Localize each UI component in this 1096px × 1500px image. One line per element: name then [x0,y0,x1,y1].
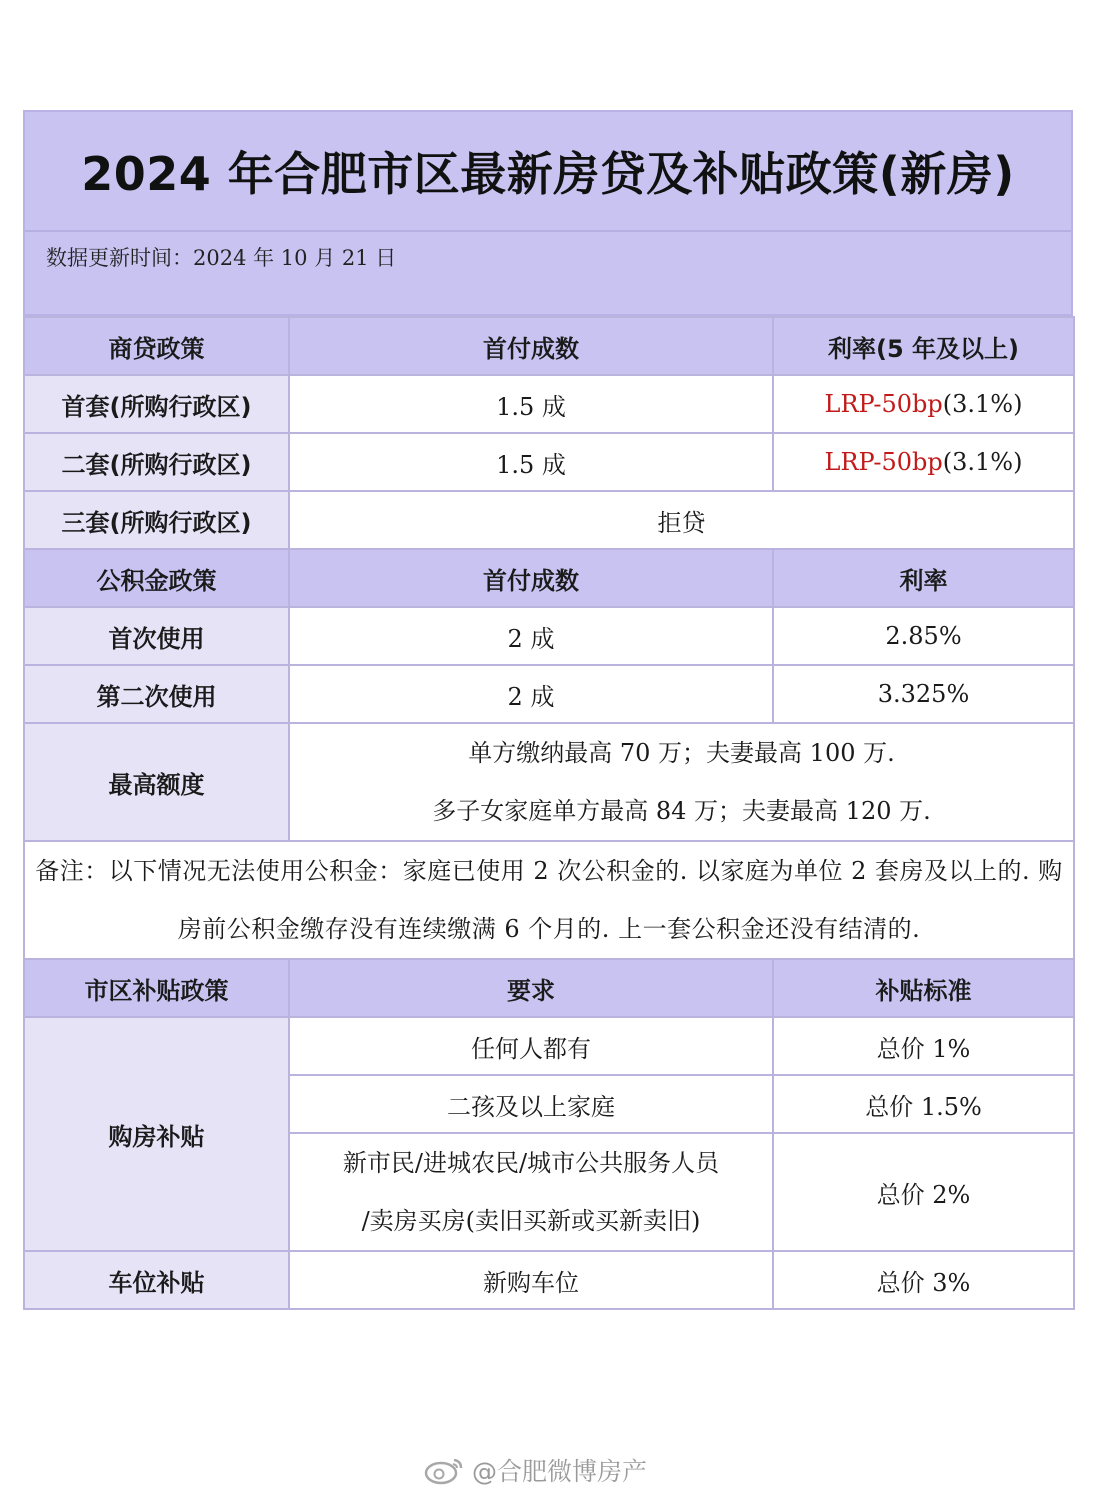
table-row [24,1251,1074,1309]
fund-header-rate: 利率 [773,549,1074,607]
table-row [24,841,1074,959]
page-title: 2024 年合肥市区最新房贷及补贴政策(新房) [81,147,1015,201]
commercial-third-label: 三套(所购行政区) [24,491,289,549]
purchase-req-1: 任何人都有 [289,1017,773,1075]
watermark [424,1452,647,1488]
purchase-std-3: 总价 2% [773,1133,1074,1251]
fund-first-label: 首次使用 [24,607,289,665]
subsidy-header-policy: 市区补贴政策 [24,959,289,1017]
table-row [24,433,1074,491]
commercial-second-rate [773,433,1074,491]
subsidy-header-row [24,959,1074,1017]
table-row [24,723,1074,841]
subsidy-header-req: 要求 [289,959,773,1017]
fund-note: 备注：以下情况无法使用公积金：家庭已使用 2 次公积金的. 以家庭为单位 2 套房及以上的. 购房前公积金缴存没有连续缴满 6 个月的. 上一套公积金还没有结清的. [24,841,1074,959]
lpr-red-text: LRP-50bp [824,448,943,476]
fund-first-down: 2 成 [289,607,773,665]
purchase-req-3-line1: 新市民/进城农民/城市公共服务人员 [342,1149,720,1177]
table-row [24,607,1074,665]
fund-second-label: 第二次使用 [24,665,289,723]
subsidy-header-std: 补贴标准 [773,959,1074,1017]
commercial-first-label: 首套(所购行政区) [24,375,289,433]
commercial-header-down: 首付成数 [289,317,773,375]
title-line [25,112,1071,232]
purchase-req-3-line2: /卖房买房(卖旧买新或买新卖旧) [361,1207,701,1235]
commercial-header-row [24,317,1074,375]
purchase-req-3 [289,1133,773,1251]
policy-document [23,110,1073,1310]
fund-header-down: 首付成数 [289,549,773,607]
commercial-first-rate [773,375,1074,433]
table-row [24,665,1074,723]
lpr-red-text: LRP-50bp [824,390,943,418]
update-time: 数据更新时间：2024 年 10 月 21 日 [46,246,397,270]
rate-percent: (3.1%) [942,448,1023,476]
fund-max-line1: 单方缴纳最高 70 万；夫妻最高 100 万. [468,739,895,767]
commercial-first-down: 1.5 成 [289,375,773,433]
table-row [24,1017,1074,1075]
table-row [24,375,1074,433]
fund-header-policy: 公积金政策 [24,549,289,607]
weibo-logo-icon [424,1455,466,1485]
policy-table [23,316,1075,1310]
watermark-text: @合肥微博房产 [472,1457,648,1486]
fund-header-row [24,549,1074,607]
fund-second-down: 2 成 [289,665,773,723]
rate-percent: (3.1%) [942,390,1023,418]
commercial-third-value: 拒贷 [289,491,1074,549]
fund-max-line2: 多子女家庭单方最高 84 万；夫妻最高 120 万. [432,797,931,825]
fund-second-rate: 3.325% [773,665,1074,723]
table-row [24,491,1074,549]
purchase-std-1: 总价 1% [773,1017,1074,1075]
purchase-req-2: 二孩及以上家庭 [289,1075,773,1133]
commercial-header-rate: 利率(5 年及以上) [773,317,1074,375]
title-box [23,110,1073,316]
parking-req: 新购车位 [289,1251,773,1309]
fund-max-value [289,723,1074,841]
commercial-header-policy: 商贷政策 [24,317,289,375]
fund-max-label: 最高额度 [24,723,289,841]
parking-subsidy-label: 车位补贴 [24,1251,289,1309]
purchase-std-2: 总价 1.5% [773,1075,1074,1133]
purchase-subsidy-label: 购房补贴 [24,1017,289,1251]
fund-first-rate: 2.85% [773,607,1074,665]
commercial-second-label: 二套(所购行政区) [24,433,289,491]
commercial-second-down: 1.5 成 [289,433,773,491]
parking-std: 总价 3% [773,1251,1074,1309]
